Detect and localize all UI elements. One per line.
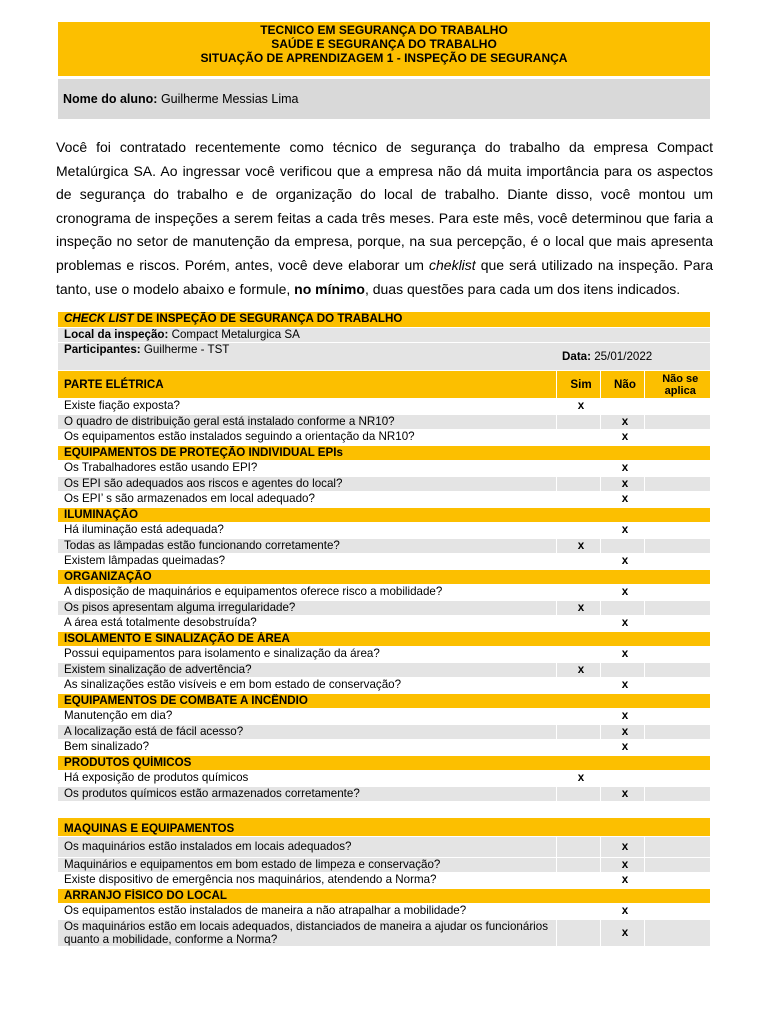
answer-na-cell[interactable] — [644, 724, 710, 740]
local-label: Local da inspeção: — [64, 327, 169, 341]
answer-na-cell[interactable] — [644, 678, 710, 694]
checklist-item-row — [58, 538, 710, 554]
question-text: Existe fiação exposta? — [58, 399, 556, 415]
section-header-row — [58, 755, 710, 771]
answer-na-cell[interactable] — [644, 873, 710, 889]
checklist-item-row — [58, 836, 710, 857]
answer-na-cell[interactable] — [644, 585, 710, 601]
answer-nao-cell[interactable]: x — [600, 647, 644, 663]
section-header-row — [58, 888, 710, 904]
answer-sim-cell[interactable] — [556, 430, 600, 446]
checklist-title-italic: CHECK LIST — [64, 312, 134, 326]
answer-na-cell[interactable] — [644, 461, 710, 477]
answer-na-cell[interactable] — [644, 616, 710, 632]
student-name-value: Guilherme Messias Lima — [160, 92, 299, 106]
checklist-item-row — [58, 771, 710, 787]
intro-paragraph — [56, 136, 713, 301]
question-text: Os pisos apresentam alguma irregularidade? — [58, 600, 556, 616]
column-na-header: Não se aplica — [644, 371, 710, 399]
checklist-item-row — [58, 647, 710, 663]
checklist-item-row — [58, 523, 710, 539]
answer-nao-cell[interactable]: x — [600, 430, 644, 446]
document-header — [58, 22, 710, 76]
answer-nao-cell[interactable] — [600, 600, 644, 616]
question-text: O quadro de distribuição geral está instalado conforme a NR10? — [58, 414, 556, 430]
checklist-item-row — [58, 492, 710, 508]
inspection-checklist-table — [58, 312, 710, 947]
answer-na-cell[interactable] — [644, 554, 710, 570]
answer-nao-cell[interactable]: x — [600, 461, 644, 477]
question-text: Os EPI’ s são armazenados em local adequado? — [58, 492, 556, 508]
answer-sim-cell[interactable] — [556, 836, 600, 857]
answer-nao-cell[interactable]: x — [600, 873, 644, 889]
answer-nao-cell[interactable] — [600, 662, 644, 678]
answer-sim-cell[interactable] — [556, 740, 600, 756]
answer-nao-cell[interactable] — [600, 771, 644, 787]
question-text: Os equipamentos estão instalados de maneira a não atrapalhar a mobilidade? — [58, 904, 556, 920]
answer-sim-cell[interactable] — [556, 476, 600, 492]
checklist-item-row — [58, 461, 710, 477]
question-text: A localização está de fácil acesso? — [58, 724, 556, 740]
header-course: TECNICO EM SEGURANÇA DO TRABALHO — [260, 23, 508, 37]
answer-na-cell[interactable] — [644, 399, 710, 415]
answer-na-cell[interactable] — [644, 476, 710, 492]
question-text: Existem lâmpadas queimadas? — [58, 554, 556, 570]
question-text: Todas as lâmpadas estão funcionando corretamente? — [58, 538, 556, 554]
answer-sim-cell[interactable]: x — [556, 399, 600, 415]
checklist-item-row — [58, 802, 710, 818]
answer-nao-cell[interactable] — [600, 399, 644, 415]
answer-na-cell[interactable] — [644, 430, 710, 446]
checklist-item-row — [58, 430, 710, 446]
answer-sim-cell[interactable]: x — [556, 600, 600, 616]
column-nao-header: Não — [600, 371, 644, 399]
participants-value: Guilherme - TST — [140, 343, 230, 356]
answer-sim-cell[interactable] — [556, 802, 600, 818]
answer-nao-cell[interactable]: x — [600, 709, 644, 725]
answer-sim-cell[interactable]: x — [556, 538, 600, 554]
answer-na-cell[interactable] — [644, 771, 710, 787]
answer-sim-cell[interactable]: x — [556, 771, 600, 787]
local-cell — [58, 327, 710, 343]
section-title: ARRANJO FÍSICO DO LOCAL — [58, 888, 710, 904]
answer-nao-cell[interactable]: x — [600, 678, 644, 694]
answer-na-cell[interactable] — [644, 414, 710, 430]
intro-text-3: , duas questões para cada um dos itens indicados. — [364, 280, 681, 297]
date-label: Data: — [562, 349, 591, 363]
answer-na-cell[interactable] — [644, 802, 710, 818]
question-text: Bem sinalizado? — [58, 740, 556, 756]
question-text — [58, 802, 556, 818]
answer-sim-cell[interactable] — [556, 724, 600, 740]
answer-nao-cell[interactable] — [600, 802, 644, 818]
section-header-row — [58, 817, 710, 836]
student-name-row — [58, 79, 710, 119]
student-name-label: Nome do aluno: — [63, 92, 158, 106]
question-text: Os maquinários estão instalados em locais adequados? — [58, 836, 556, 857]
answer-na-cell[interactable] — [644, 836, 710, 857]
answer-na-cell[interactable] — [644, 919, 710, 946]
question-text: A disposição de maquinários e equipamentos oferece risco a mobilidade? — [58, 585, 556, 601]
section-title: MAQUINAS E EQUIPAMENTOS — [58, 817, 710, 836]
answer-na-cell[interactable] — [644, 786, 710, 802]
checklist-item-row — [58, 585, 710, 601]
checklist-item-row — [58, 554, 710, 570]
answer-nao-cell[interactable]: x — [600, 585, 644, 601]
checklist-title-row — [58, 312, 710, 327]
intro-emphasis: cheklist — [429, 256, 476, 273]
question-text: Há iluminação está adequada? — [58, 523, 556, 539]
section-header-row — [58, 693, 710, 709]
answer-nao-cell[interactable]: x — [600, 724, 644, 740]
participants-row — [58, 343, 710, 371]
section-header-row — [58, 507, 710, 523]
checklist-item-row — [58, 857, 710, 873]
answer-nao-cell[interactable]: x — [600, 786, 644, 802]
checklist-item-row — [58, 709, 710, 725]
section-title: PARTE ELÉTRICA — [58, 371, 556, 399]
checklist-item-row — [58, 399, 710, 415]
answer-sim-cell[interactable] — [556, 414, 600, 430]
question-text: Os EPI são adequados aos riscos e agentes do local? — [58, 476, 556, 492]
question-text: Os maquinários estão em locais adequados, distanciados de maneira a ajudar os funcionários quanto a mobilidade, conforme a Norma? — [58, 919, 556, 946]
answer-sim-cell[interactable] — [556, 585, 600, 601]
participants-cell — [58, 343, 556, 371]
answer-nao-cell[interactable]: x — [600, 523, 644, 539]
question-text: Maquinários e equipamentos em bom estado de limpeza e conservação? — [58, 857, 556, 873]
intro-text-2: que será utilizado na inspeção. Para tanto, use o modelo abaixo e formule, — [56, 256, 713, 297]
question-text: Os equipamentos estão instalados seguindo a orientação da NR10? — [58, 430, 556, 446]
answer-sim-cell[interactable] — [556, 678, 600, 694]
section-title: ILUMINAÇÃO — [58, 507, 710, 523]
answer-sim-cell[interactable] — [556, 647, 600, 663]
section-header-row — [58, 445, 710, 461]
local-row — [58, 327, 710, 343]
answer-nao-cell[interactable]: x — [600, 836, 644, 857]
checklist-body — [58, 312, 710, 946]
answer-nao-cell[interactable]: x — [600, 476, 644, 492]
participants-label: Participantes: — [64, 343, 141, 356]
checklist-title-rest: DE INSPEÇÃO DE SEGURANÇA DO TRABALHO — [133, 312, 403, 326]
checklist-title — [58, 312, 710, 327]
answer-nao-cell[interactable]: x — [600, 414, 644, 430]
question-text: A área está totalmente desobstruída? — [58, 616, 556, 632]
answer-na-cell[interactable] — [644, 740, 710, 756]
intro-text-1: Você foi contratado recentemente como técnico de segurança do trabalho da empresa Compact Metalúrgica SA. Ao ingressar você verificou que a empresa não dá muita importância para os aspectos de segurança do trabalho e de organização do local de trabalho. Diante disso, você montou um cronograma de inspeções a serem feitas a cada três meses. Para este mês, você determinou que faria a inspeção no setor de manutenção da empresa, porque, na sua percepção, é o local que mais apresenta problemas e riscos. Porém, antes, você deve elaborar um — [56, 139, 713, 273]
date-cell — [556, 343, 710, 371]
section-header-row — [58, 569, 710, 585]
question-text: Existe dispositivo de emergência nos maquinários, atendendo a Norma? — [58, 873, 556, 889]
checklist-item-row — [58, 662, 710, 678]
answer-sim-cell[interactable] — [556, 523, 600, 539]
checklist-item-row — [58, 740, 710, 756]
checklist-item-row — [58, 616, 710, 632]
answer-na-cell[interactable] — [644, 709, 710, 725]
checklist-item-row — [58, 724, 710, 740]
section-title: EQUIPAMENTOS DE COMBATE A INCÊNDIO — [58, 693, 710, 709]
section-title: ORGANIZAÇÃO — [58, 569, 710, 585]
section-header-row — [58, 371, 710, 399]
answer-sim-cell[interactable] — [556, 919, 600, 946]
checklist-item-row — [58, 786, 710, 802]
answer-na-cell[interactable] — [644, 857, 710, 873]
local-value: Compact Metalurgica SA — [168, 327, 300, 341]
answer-nao-cell[interactable]: x — [600, 904, 644, 920]
question-text: Os produtos químicos estão armazenados corretamente? — [58, 786, 556, 802]
answer-sim-cell[interactable] — [556, 492, 600, 508]
answer-na-cell[interactable] — [644, 492, 710, 508]
answer-nao-cell[interactable]: x — [600, 857, 644, 873]
question-text: Os Trabalhadores estão usando EPI? — [58, 461, 556, 477]
checklist-item-row — [58, 919, 710, 946]
question-text: Existem sinalização de advertência? — [58, 662, 556, 678]
answer-nao-cell[interactable]: x — [600, 919, 644, 946]
answer-nao-cell[interactable]: x — [600, 740, 644, 756]
header-activity: SITUAÇÃO DE APRENDIZAGEM 1 - INSPEÇÃO DE SEGURANÇA — [200, 51, 568, 65]
checklist-item-row — [58, 904, 710, 920]
answer-sim-cell[interactable]: x — [556, 662, 600, 678]
intro-strong: no mínimo — [294, 280, 365, 297]
answer-na-cell[interactable] — [644, 600, 710, 616]
answer-sim-cell[interactable] — [556, 554, 600, 570]
section-title: EQUIPAMENTOS DE PROTEÇÃO INDIVIDUAL EPIs — [58, 445, 710, 461]
answer-nao-cell[interactable]: x — [600, 492, 644, 508]
checklist-item-row — [58, 600, 710, 616]
answer-sim-cell[interactable] — [556, 709, 600, 725]
answer-na-cell[interactable] — [644, 523, 710, 539]
answer-na-cell[interactable] — [644, 647, 710, 663]
column-sim-header: Sim — [556, 371, 600, 399]
question-text: As sinalizações estão visíveis e em bom estado de conservação? — [58, 678, 556, 694]
answer-na-cell[interactable] — [644, 662, 710, 678]
answer-sim-cell[interactable] — [556, 616, 600, 632]
answer-sim-cell[interactable] — [556, 786, 600, 802]
date-value: 25/01/2022 — [591, 349, 653, 363]
answer-na-cell[interactable] — [644, 904, 710, 920]
header-subject: SAÚDE E SEGURANÇA DO TRABALHO — [271, 37, 497, 51]
checklist-item-row — [58, 873, 710, 889]
checklist-item-row — [58, 476, 710, 492]
answer-nao-cell[interactable]: x — [600, 554, 644, 570]
answer-sim-cell[interactable] — [556, 873, 600, 889]
answer-na-cell[interactable] — [644, 538, 710, 554]
section-title: PRODUTOS QUÍMICOS — [58, 755, 710, 771]
section-title: ISOLAMENTO E SINALIZAÇÃO DE ÁREA — [58, 631, 710, 647]
answer-sim-cell[interactable] — [556, 904, 600, 920]
question-text: Possui equipamentos para isolamento e sinalização da área? — [58, 647, 556, 663]
question-text: Manutenção em dia? — [58, 709, 556, 725]
answer-nao-cell[interactable] — [600, 538, 644, 554]
question-text: Há exposição de produtos químicos — [58, 771, 556, 787]
section-header-row — [58, 631, 710, 647]
checklist-item-row — [58, 414, 710, 430]
checklist-item-row — [58, 678, 710, 694]
answer-nao-cell[interactable]: x — [600, 616, 644, 632]
answer-sim-cell[interactable] — [556, 857, 600, 873]
answer-sim-cell[interactable] — [556, 461, 600, 477]
